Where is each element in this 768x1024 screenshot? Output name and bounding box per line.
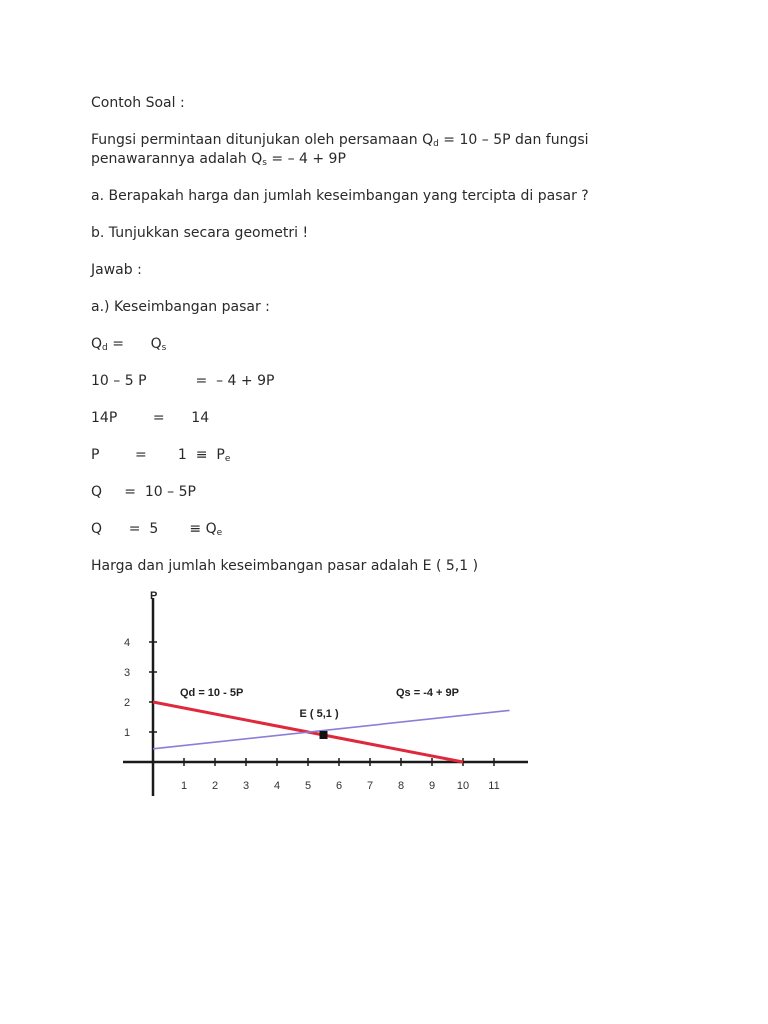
answer-a-heading: a.) Keseimbangan pasar : bbox=[91, 299, 270, 315]
x-tick-label: 3 bbox=[242, 780, 250, 792]
equation-step-4: P = $1 \equiv P_e$ bbox=[91, 447, 231, 464]
y-tick-label: 4 bbox=[124, 637, 131, 649]
equilibrium-point bbox=[320, 731, 328, 739]
x-tick-label: 1 bbox=[180, 780, 188, 792]
problem-statement: Fungsi permintaan ditunjukan oleh persamaan $Q_d = 10 - 5P$ dan fungsi penawarannya adalah $Q_s$ = – 4 + 9P bbox=[91, 132, 589, 168]
equation-step-6: Q = 5 ≡ $Q_e$ bbox=[91, 521, 223, 538]
x-tick-label: 5 bbox=[304, 780, 312, 792]
equilibrium-label: E ( 5,1 ) bbox=[299, 708, 339, 720]
doc-title: Contoh Soal : bbox=[91, 95, 185, 111]
supply-line-label: Qs = -4 + 9P bbox=[396, 687, 459, 699]
question-b: b. Tunjukkan secara geometri ! bbox=[91, 225, 309, 241]
y-tick-label: 1 bbox=[124, 727, 131, 739]
x-tick-label: 11 bbox=[488, 780, 500, 792]
x-tick-label: 4 bbox=[273, 780, 281, 792]
x-tick-label: 2 bbox=[211, 780, 219, 792]
x-tick-label: 10 bbox=[456, 780, 470, 792]
equation-step-1: $Q_d$ = $Q_s$ bbox=[91, 336, 167, 353]
conclusion: Harga dan jumlah keseimbangan pasar adalah E ( 5,1 ) bbox=[91, 558, 479, 574]
document-body bbox=[91, 94, 691, 576]
question-a: a. Berapakah harga dan jumlah keseimbangan yang tercipta di pasar ? bbox=[91, 188, 589, 204]
answer-label: Jawab : bbox=[91, 262, 142, 278]
equation-step-5: Q = 10 – 5P bbox=[91, 484, 196, 500]
demand-line-label: Qd = 10 - 5P bbox=[180, 687, 244, 699]
x-tick-label: 9 bbox=[428, 780, 436, 792]
y-axis-label: P bbox=[150, 590, 158, 602]
equation-step-3: 14P = 14 bbox=[91, 410, 210, 426]
x-tick-label: 6 bbox=[335, 780, 343, 792]
equilibrium-chart bbox=[118, 586, 538, 805]
chart-svg bbox=[118, 586, 538, 801]
y-tick-label: 3 bbox=[124, 667, 131, 679]
y-tick-label: 2 bbox=[124, 697, 131, 709]
equation-step-2: 10 – 5 P = – 4 + 9P bbox=[91, 373, 275, 389]
x-tick-label: 7 bbox=[366, 780, 374, 792]
x-tick-label: 8 bbox=[397, 780, 405, 792]
